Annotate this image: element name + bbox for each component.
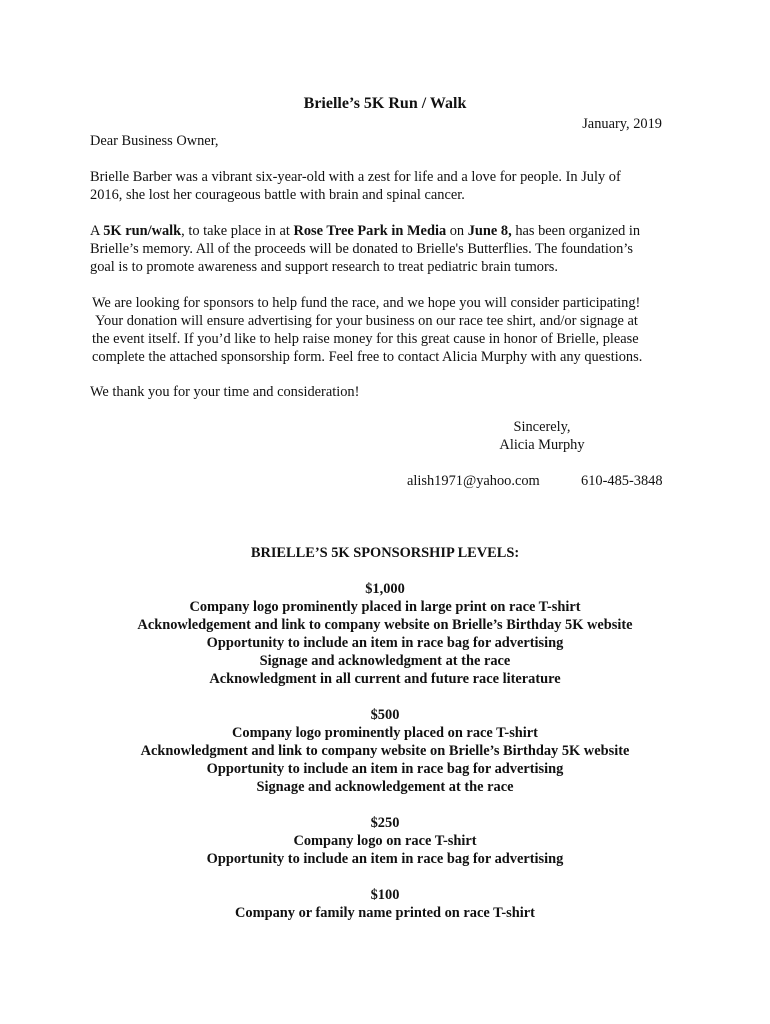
tier-benefit: Company logo on race T-shirt	[293, 833, 477, 849]
paragraph-line: Brielle Barber was a vibrant six-year-old with a zest for life and a love for people. In July of	[90, 169, 621, 185]
sponsorship-tier	[0, 706, 770, 796]
sponsorship-tier	[0, 580, 770, 688]
event-date: June 8,	[467, 223, 512, 239]
tier-benefit: Acknowledgment and link to company website on Brielle’s Birthday 5K website	[140, 743, 630, 759]
paragraph-intro	[90, 168, 680, 204]
text-run: A	[90, 223, 104, 239]
paragraph-event	[90, 222, 680, 276]
text-run: on	[446, 223, 468, 239]
tier-benefit: Acknowledgment in all current and future race literature	[209, 671, 561, 687]
tier-amount: $500	[370, 707, 400, 723]
tier-benefit: Opportunity to include an item in race bag for advertising	[206, 851, 564, 867]
tier-amount: $100	[370, 887, 400, 903]
paragraph-line: 2016, she lost her courageous battle with brain and spinal cancer.	[90, 187, 465, 203]
paragraph-sponsors	[92, 294, 682, 366]
event-type: 5K run/walk	[103, 223, 182, 239]
salutation: Dear Business Owner,	[90, 133, 219, 149]
tier-benefit: Company logo prominently placed on race T-shirt	[232, 725, 538, 741]
text-run: has been organized in	[511, 223, 641, 239]
sponsorship-tier	[0, 886, 770, 922]
signer-name: Alicia Murphy	[499, 437, 585, 453]
event-location: Rose Tree Park in Media	[293, 223, 447, 239]
sign-off: Sincerely,	[513, 419, 571, 435]
text-run: , to take place in at	[181, 223, 294, 239]
paragraph-line: goal is to promote awareness and support research to treat pediatric brain tumors.	[90, 259, 558, 275]
paragraph-line	[90, 222, 680, 240]
paragraph-line: Your donation will ensure advertising for your business on our race tee shirt, and/or signage at	[92, 313, 638, 329]
paragraph-line: We are looking for sponsors to help fund the race, and we hope you will consider participating!	[92, 295, 641, 311]
document-title: Brielle’s 5K Run / Walk	[303, 95, 467, 112]
tier-benefit: Signage and acknowledgment at the race	[259, 653, 511, 669]
tier-benefit: Opportunity to include an item in race bag for advertising	[206, 635, 564, 651]
tier-benefit: Signage and acknowledgement at the race	[256, 779, 514, 795]
tier-amount: $250	[370, 815, 400, 831]
paragraph-line: complete the attached sponsorship form. Feel free to contact Alicia Murphy with any questions.	[92, 349, 643, 365]
contact-email: alish1971@yahoo.com	[407, 473, 540, 489]
tier-benefit: Acknowledgement and link to company website on Brielle’s Birthday 5K website	[137, 617, 633, 633]
sponsorship-heading: BRIELLE’S 5K SPONSORSHIP LEVELS:	[250, 545, 520, 561]
sponsorship-levels	[0, 544, 770, 922]
tier-amount: $1,000	[365, 581, 405, 597]
tier-benefit: Company or family name printed on race T-shirt	[235, 905, 535, 921]
thank-you-line: We thank you for your time and consideration!	[90, 384, 360, 400]
tier-benefit: Company logo prominently placed in large print on race T-shirt	[189, 599, 581, 615]
paragraph-line: Brielle’s memory. All of the proceeds will be donated to Brielle's Butterflies. The foundation’s	[90, 241, 633, 257]
paragraph-line: the event itself. If you’d like to help raise money for this great cause in honor of Brielle, please	[92, 331, 639, 347]
contact-phone: 610-485-3848	[581, 473, 663, 489]
tier-benefit: Opportunity to include an item in race bag for advertising	[206, 761, 564, 777]
sponsorship-tier	[0, 814, 770, 868]
closing-block	[496, 418, 588, 454]
letter-date: January, 2019	[582, 116, 662, 132]
